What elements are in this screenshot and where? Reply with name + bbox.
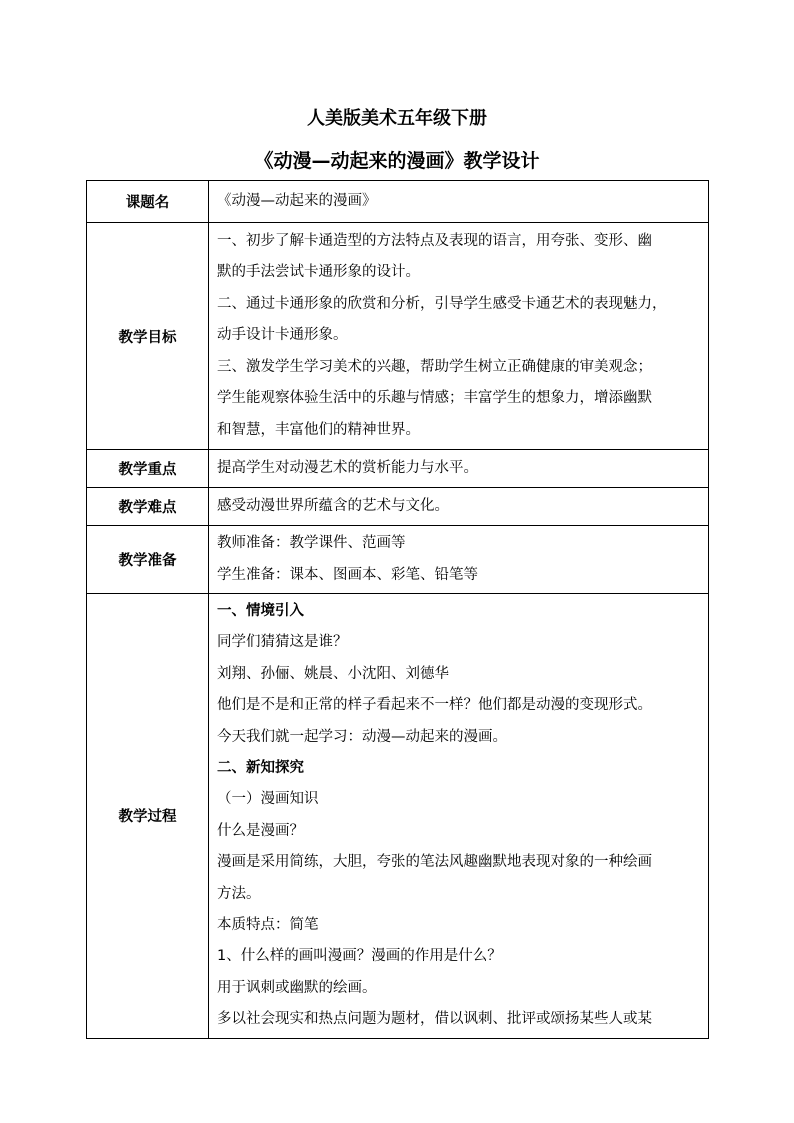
- text-line: 一、初步了解卡通造型的方法特点及表现的语言，用夸张、变形、幽: [217, 233, 652, 250]
- text-line: 教师准备：教学课件、范画等: [217, 535, 406, 552]
- text-line: 他们是不是和正常的样子看起来不一样？他们都是动漫的变现形式。: [217, 697, 652, 714]
- table-row-process: [87, 594, 709, 1039]
- row-label-goals: 教学目标: [87, 223, 209, 450]
- text-line: 刘翔、孙俪、姚晨、小沈阳、刘德华: [217, 665, 449, 682]
- table-row-key-points: [87, 450, 709, 488]
- text-line: 学生准备：课本、图画本、彩笔、铅笔等: [217, 566, 478, 583]
- row-label-process: 教学过程: [87, 594, 209, 1039]
- text-line: 同学们猜猜这是谁？: [217, 634, 348, 651]
- text-line: 用于讽刺或幽默的绘画。: [217, 979, 377, 996]
- text-line: 什么是漫画？: [217, 822, 304, 839]
- row-content-difficulties: [209, 488, 709, 526]
- lesson-plan-table: [86, 180, 709, 1039]
- table-row-difficulties: [87, 488, 709, 526]
- text-line: 方法。: [217, 885, 261, 902]
- row-content-process: [209, 594, 709, 1039]
- text-line: 学生能观察体验生活中的乐趣与情感；丰富学生的想象力，增添幽默: [217, 390, 652, 407]
- table-row-goals: [87, 223, 709, 450]
- text-line: （一）漫画知识: [217, 791, 319, 808]
- row-label-preparation: 教学准备: [87, 526, 209, 594]
- row-label-topic: 课题名: [87, 181, 209, 223]
- text-line: 1、什么样的画叫漫画？漫画的作用是什么？: [217, 948, 502, 965]
- row-content-goals: [209, 223, 709, 450]
- text-line: 三、激发学生学习美术的兴趣，帮助学生树立正确健康的审美观念；: [217, 358, 652, 375]
- row-content-key-points: [209, 450, 709, 488]
- document-subtitle: 《动漫—动起来的漫画》教学设计: [254, 150, 540, 172]
- row-content-topic: [209, 181, 709, 223]
- text-line: 漫画是采用简练，大胆，夸张的笔法风趣幽默地表现对象的一种绘画: [217, 854, 652, 871]
- text-line: 感受动漫世界所蕴含的艺术与文化。: [217, 497, 449, 514]
- document-title: 人美版美术五年级下册: [307, 108, 487, 129]
- text-line: 二、通过卡通形象的欣赏和分析，引导学生感受卡通艺术的表现魅力，: [217, 295, 667, 312]
- table-row-topic: [87, 181, 709, 223]
- section-heading: 二、新知探究: [217, 760, 304, 777]
- text-line: 默的手法尝试卡通形象的设计。: [217, 264, 420, 281]
- row-label-key-points: 教学重点: [87, 450, 209, 488]
- row-content-preparation: [209, 526, 709, 594]
- text-line: 提高学生对动漫艺术的赏析能力与水平。: [217, 459, 478, 476]
- section-heading: 一、情境引入: [217, 603, 304, 619]
- row-label-difficulties: 教学难点: [87, 488, 209, 526]
- text-line: 《动漫—动起来的漫画》: [217, 192, 377, 209]
- table-row-preparation: [87, 526, 709, 594]
- text-line: 今天我们就一起学习：动漫—动起来的漫画。: [217, 728, 507, 745]
- text-line: 本质特点：简笔: [217, 917, 319, 934]
- text-line: 和智慧，丰富他们的精神世界。: [217, 421, 420, 438]
- text-line: 多以社会现实和热点问题为题材，借以讽刺、批评或颂扬某些人或某: [217, 1011, 652, 1028]
- text-line: 动手设计卡通形象。: [217, 327, 348, 344]
